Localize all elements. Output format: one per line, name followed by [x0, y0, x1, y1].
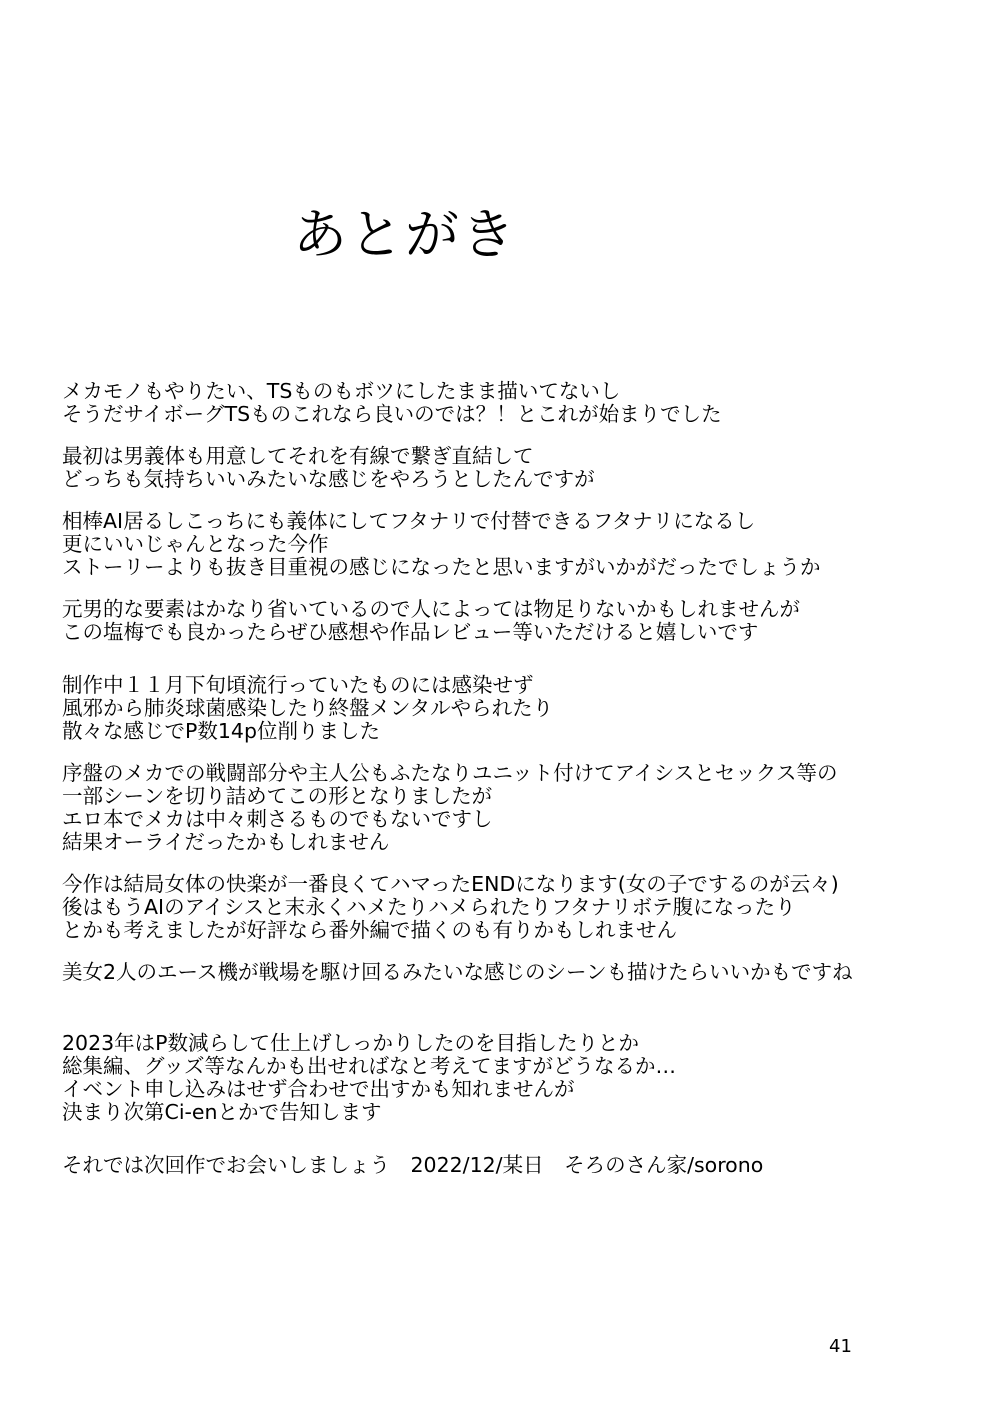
text-line: 相棒AI居るしこっちにも義体にしてフタナリで付替できるフタナリになるし [62, 509, 756, 533]
afterword-body [62, 380, 962, 1177]
signoff-paragraph [62, 1154, 962, 1177]
text-line: どっちも気持ちいいみたいな感じをやろうとしたんですが [62, 467, 595, 491]
text-line: とかも考えましたが好評なら番外編で描くのも有りかもしれません [62, 918, 677, 942]
text-line: ストーリーよりも抜き目重視の感じになったと思いますがいかがだったでしょうか [62, 555, 821, 579]
page-number: 41 [829, 1336, 852, 1357]
signoff-line: それでは次回作でお会いしましょう 2022/12/某日 そろのさん家/sorono [62, 1153, 764, 1177]
paragraph-4 [62, 598, 962, 644]
text-line: 最初は男義体も用意してそれを有線で繋ぎ直結して [62, 444, 534, 468]
text-line: 決まり次第Ci-enとかで告知します [62, 1100, 382, 1124]
paragraph-2 [62, 445, 962, 491]
text-line: この塩梅でも良かったらぜひ感想や作品レビュー等いただけると嬉しいです [62, 620, 759, 644]
text-line: 一部シーンを切り詰めてこの形となりましたが [62, 784, 493, 808]
text-line: 更にいいじゃんとなった今作 [62, 532, 329, 556]
paragraph-1 [62, 380, 962, 426]
text-line: 制作中１１月下旬頃流行っていたものには感染せず [62, 673, 534, 697]
paragraph-9 [62, 1032, 962, 1124]
paragraph-3 [62, 510, 962, 579]
text-line: 美女2人のエース機が戦場を駆け回るみたいな感じのシーンも描けたらいいかもですね [62, 960, 853, 984]
text-line: 総集編、グッズ等なんかも出せればなと考えてますがどうなるか… [62, 1054, 676, 1078]
text-line: メカモノもやりたい、TSものもボツにしたまま描いてないし [62, 379, 621, 403]
text-line: イベント申し込みはせず合わせで出すかも知れませんが [62, 1077, 575, 1101]
text-line: 散々な感じでP数14p位削りました [62, 719, 380, 743]
paragraph-6 [62, 762, 962, 854]
page-title: あとがき [293, 203, 517, 266]
text-line: エロ本でメカは中々刺さるものでもないですし [62, 807, 493, 831]
text-line: 後はもうAIのアイシスと末永くハメたりハメられたりフタナリボテ腹になったり [62, 895, 796, 919]
paragraph-7 [62, 873, 962, 942]
paragraph-5 [62, 674, 962, 743]
text-line: そうだサイボーグTSものこれなら良いのでは？！とこれが始まりでした [62, 402, 722, 426]
text-line: 2023年はP数減らして仕上げしっかりしたのを目指したりとか [62, 1031, 640, 1055]
text-line: 風邪から肺炎球菌感染したり終盤メンタルやられたり [62, 696, 554, 720]
text-line: 結果オーライだったかもしれません [62, 830, 390, 854]
text-line: 今作は結局女体の快楽が一番良くてハマったENDになります(女の子でするのが云々) [62, 872, 839, 896]
paragraph-8 [62, 961, 962, 984]
text-line: 序盤のメカでの戦闘部分や主人公もふたなりユニット付けてアイシスとセックス等の [62, 761, 838, 785]
text-line: 元男的な要素はかなり省いているので人によっては物足りないかもしれませんが [62, 597, 800, 621]
